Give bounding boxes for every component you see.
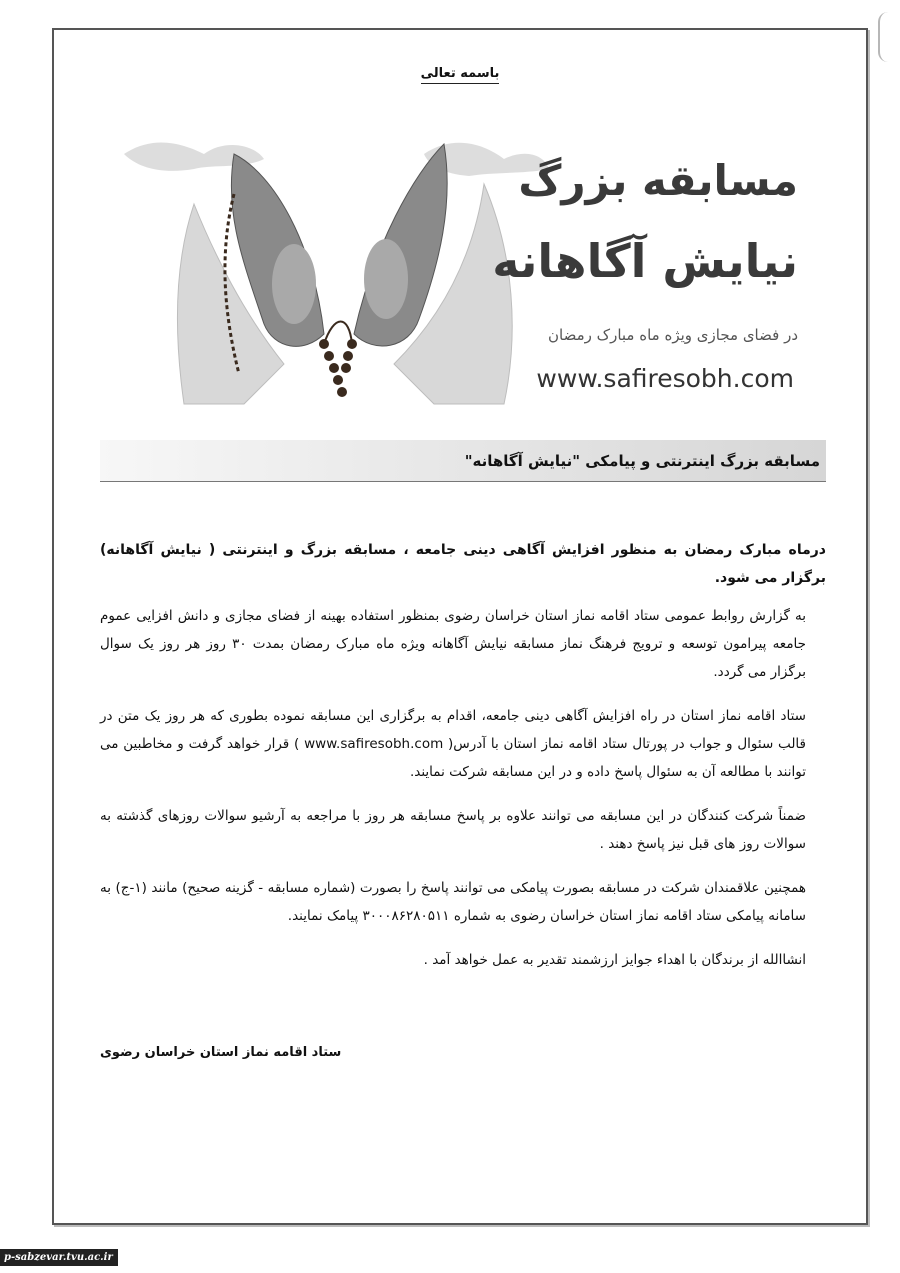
paragraph: ستاد اقامه نماز استان در راه افزایش آگاهی دینی جامعه، اقدام به برگزاری این مسابقه نموده بطوری که هر روز یک متن در قالب سئوال و جواب در پورتال ستاد اقامه نماز استان با آدرس( www.safiresobh.com ) قرار خواهد گرفت و مخاطبین می توانند با مطالعه آن به سئوال پاسخ داده و در این مسابقه شرکت نمایند. xyxy=(100,708,806,780)
paragraph: انشاالله از برندگان با اهداء جوایز ارزشمند تقدیر به عمل خواهد آمد . xyxy=(423,952,806,968)
paragraph: همچنین علاقمندان شرکت در مسابقه بصورت پیامکی می توانند پاسخ را بصورت (شماره مسابقه - گزینه صحیح) مانند (۱-ج) به سامانه پیامکی ستاد اقامه نماز استان خراسان رضوی به شماره ۳۰۰۰۸۶۲۸۰۵۱۱ پیامک نمایند. xyxy=(100,880,807,924)
banner-website-url: www.safiresobh.com xyxy=(536,364,794,393)
banner-subtitle: در فضای مجازی ویژه ماه مبارک رمضان xyxy=(548,326,798,344)
basmala-heading: باسمه تعالی xyxy=(54,66,866,81)
document-frame xyxy=(52,28,868,1225)
paragraph: به گزارش روابط عمومی ستاد اقامه نماز استان خراسان رضوی بمنظور استفاده بهینه از فضای مجازی و دانش افزایی عموم جامعه پیرامون توسعه و ترویج فرهنگ نماز مسابقه نیایش آگاهانه ویژه ماه مبارک رمضان بمدت ۳۰ روز هر روز یک سوال برگزار می گردد. xyxy=(100,608,807,680)
competition-banner xyxy=(124,114,804,414)
announcement-body xyxy=(100,536,826,990)
banner-title-line2: نیایش آگاهانه xyxy=(492,234,798,288)
banner-title-line1: مسابقه بزرگ xyxy=(518,156,798,205)
competition-headline: مسابقه بزرگ اینترنتی و پیامکی "نیایش آگاهانه" xyxy=(100,440,826,482)
site-watermark-badge: p-sabzevar.tvu.ac.ir xyxy=(0,1249,118,1266)
lead-paragraph: درماه مبارک رمضان به منظور افزایش آگاهی دینی جامعه ، مسابقه بزرگ و اینترنتی ( نیایش آگاهانه) برگزار می شود. xyxy=(100,542,826,586)
signature: ستاد اقامه نماز استان خراسان رضوی xyxy=(100,1045,342,1060)
scan-edge-mark xyxy=(878,12,894,62)
paragraph: ضمناً شرکت کنندگان در این مسابقه می توانند علاوه بر پاسخ مسابقه هر روز با مراجعه به آرشیو سوالات روزهای گذشته به سوالات روز های قبل نیز پاسخ دهند . xyxy=(100,808,806,852)
praying-hands-image xyxy=(124,114,554,414)
